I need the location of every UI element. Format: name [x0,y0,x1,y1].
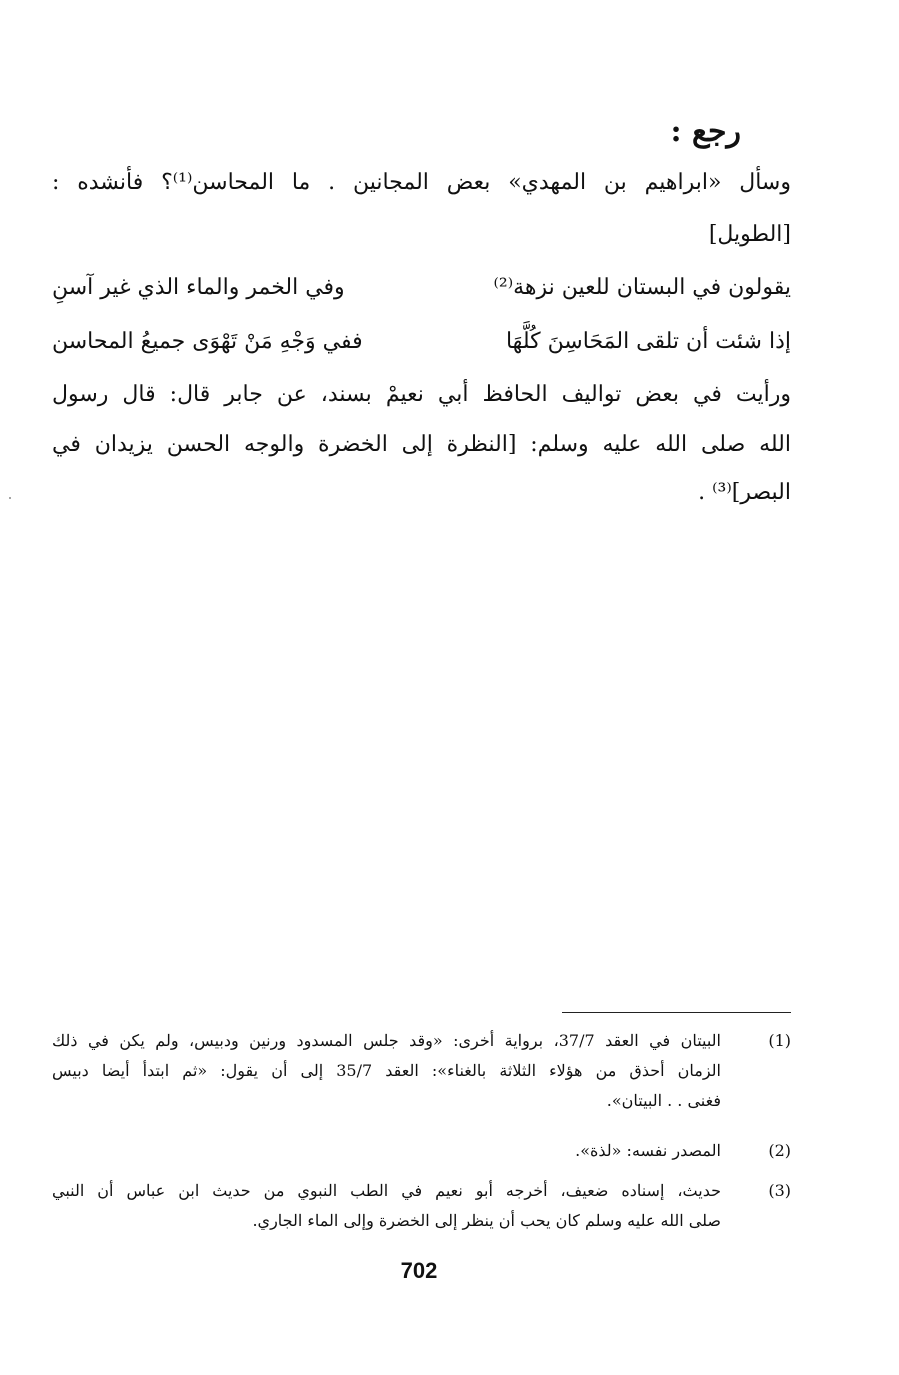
paragraph-2-line-3: البصر]⁽³⁾ . [698,480,791,505]
footnote-2-text [52,1136,721,1166]
paragraph-1-line-1: وسأل «ابراهيم بن المهدي» بعض المجانين . ما المحاسن⁽¹⁾؟ فأنشده : [52,170,791,195]
footnote-3-line-1: حديث، إسناده ضعيف، أخرجه أبو نعيم في الطب النبوي من حديث ابن عباس أن النبي [52,1181,721,1200]
section-heading: رجع : [670,114,741,149]
scan-speck [9,497,11,499]
footnote-3-text [52,1176,721,1236]
footnote-2-line-1: المصدر نفسه: «لذة». [575,1141,721,1160]
verse-2 [52,322,791,362]
verse-1-second-hemistich: وفي الخمر والماء الذي غير آسنِ [52,275,345,300]
footnote-1-number: (1) [768,1031,791,1050]
verse-2-second-hemistich: ففي وَجْهِ مَنْ تَهْوَى جميعُ المحاسن [52,329,363,354]
page-number: 702 [400,1258,438,1283]
footnote-1-text [52,1026,721,1116]
footnote-1-line-2: الزمان أحذق من هؤلاء الثلاثة بالغناء»: العقد 35/7 إلى أن يقول: «ثم ابتدأ أيضا دبيس [52,1061,721,1080]
footnote-3 [52,1176,791,1236]
footnote-3-number: (3) [768,1181,791,1200]
paragraph-2-line-2: الله صلى الله عليه وسلم: [النظرة إلى الخضرة والوجه الحسن يزيدان في [52,432,791,457]
verse-1 [52,268,791,308]
footnote-separator [562,1012,791,1013]
footnote-3-line-2: صلى الله عليه وسلم كان يحب أن ينظر إلى الخضرة وإلى الماء الجاري. [252,1211,721,1230]
footnote-2 [52,1136,791,1166]
footnote-1-line-1: البيتان في العقد 37/7، برواية أخرى: «وقد جلس المسدود ورنين ودبيس، ولم يكن في ذلك [52,1031,721,1050]
footnote-1-line-3: فغنى . . البيتان». [606,1091,721,1110]
verse-2-first-hemistich: إذا شئت أن تلقى المَحَاسِنَ كُلَّهَا [505,329,791,354]
footnote-2-number: (2) [768,1141,791,1160]
paragraph-2-line-1: ورأيت في بعض تواليف الحافظ أبي نعيمْ بسند، عن جابر قال: قال رسول [52,382,791,407]
verse-1-first-hemistich: يقولون في البستان للعين نزهة⁽²⁾ [493,275,791,300]
meter-label: [الطويل] [708,222,791,247]
footnote-1 [52,1026,791,1116]
